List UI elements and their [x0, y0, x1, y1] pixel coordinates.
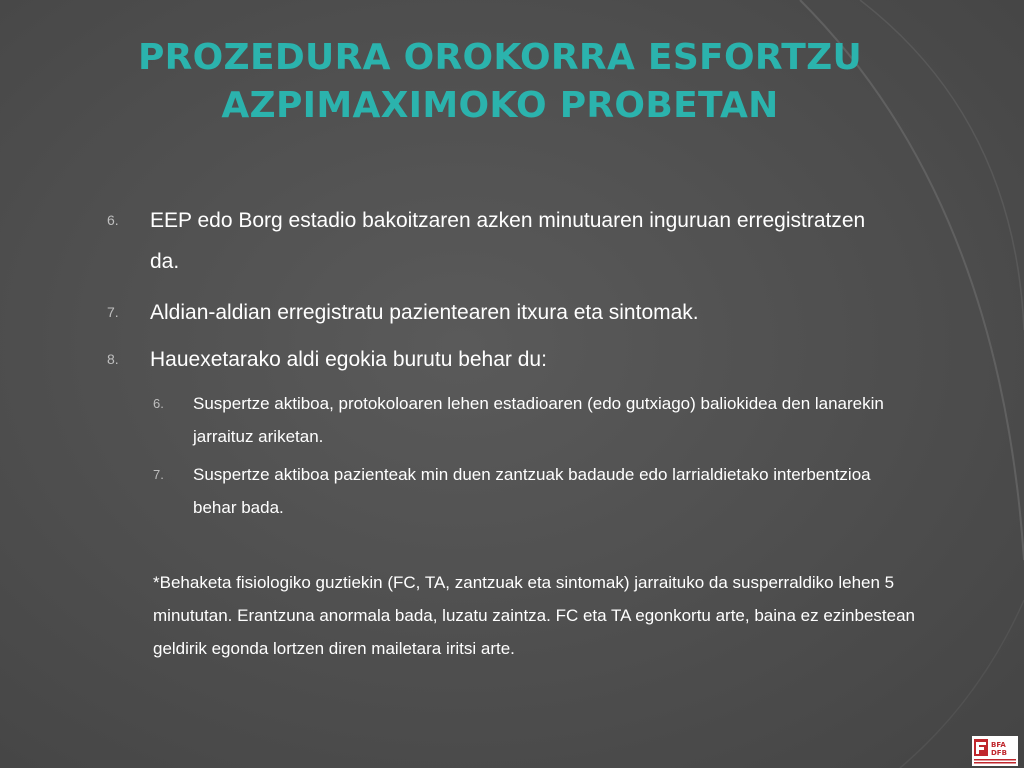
footnote: *Behaketa fisiologiko guztiekin (FC, TA, zantzuak eta sintomak) jarraituko da susperraldiko lehen 5 minututan. Erantzuna anormala bada, luzatu zaintza. FC eta TA egonkortu arte, baina ez ezinbestean geldirik egonda lortzen diren mailetara iritsi arte. — [153, 573, 916, 658]
sub-list-item-text: Suspertze aktiboa, protokoloaren lehen estadioaren (edo gutxiago) baliokidea den lanarekin jarraituz ariketan. — [193, 394, 884, 446]
list-item — [107, 339, 870, 380]
sub-list-item — [153, 387, 913, 453]
list-item — [107, 200, 870, 282]
svg-text:BFA: BFA — [991, 741, 1006, 749]
svg-text:DFB: DFB — [991, 749, 1007, 757]
slide-title: PROZEDURA OROKORRA ESFORTZU AZPIMAXIMOKO PROBETAN — [137, 37, 863, 126]
sub-list-item-text: Suspertze aktiboa pazienteak min duen zantzuak badaude edo larrialdietako interbentzioa behar bada. — [193, 465, 871, 517]
list-item-text: Hauexetarako aldi egokia burutu behar du: — [150, 348, 547, 371]
sub-list-item — [153, 458, 913, 524]
list-item — [107, 292, 870, 333]
list-item-number: 6. — [107, 212, 119, 228]
list-item-text: EEP edo Borg estadio bakoitzaren azken minutuaren inguruan erregistratzen da. — [150, 209, 866, 273]
sub-list-item-number: 7. — [153, 467, 164, 482]
list-item-number: 8. — [107, 351, 119, 367]
list-item-number: 7. — [107, 304, 119, 320]
sub-list-item-number: 6. — [153, 396, 164, 411]
bfa-dfb-logo — [972, 736, 1018, 766]
list-item-text: Aldian-aldian erregistratu pazientearen itxura eta sintomak. — [150, 301, 699, 324]
